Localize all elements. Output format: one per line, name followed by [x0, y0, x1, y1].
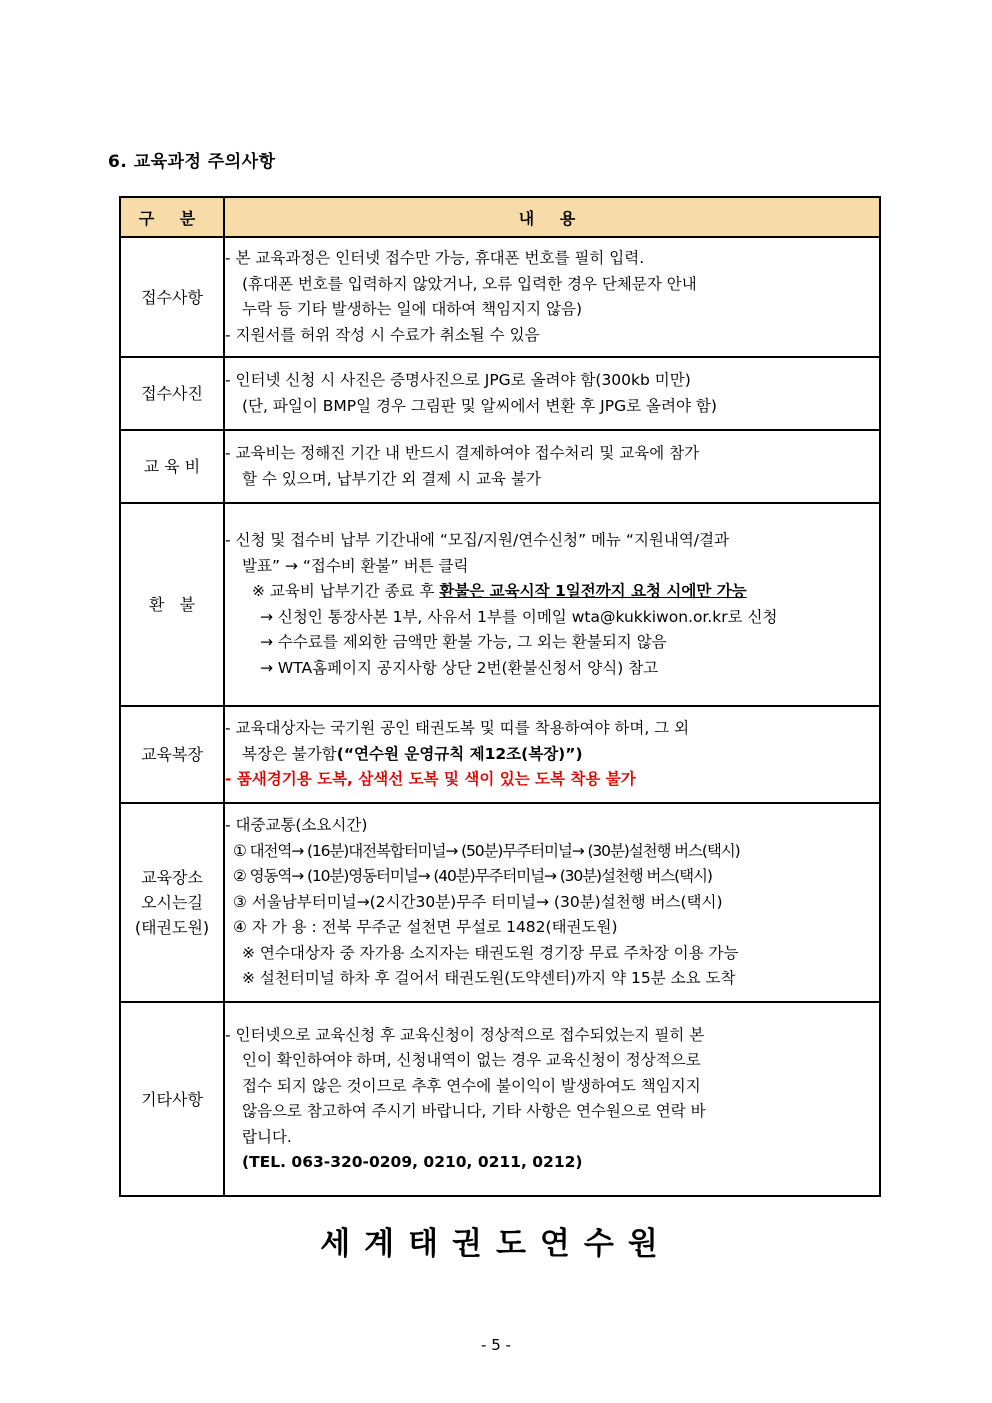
- content-line: - 인터넷으로 교육신청 후 교육신청이 정상적으로 접수되었는지 필히 본: [225, 1025, 705, 1044]
- refund-note-emphasis: 환불은 교육시작 1일전까지 요청 시에만 가능: [439, 582, 747, 600]
- row-content: [224, 503, 880, 706]
- attire-text: 복장은 불가함: [242, 744, 337, 763]
- row-content: [224, 357, 880, 430]
- row-content: [224, 430, 880, 503]
- content-line: ※ 연수대상자 중 자가용 소지자는 태권도원 경기장 무료 주차장 이용 가능: [242, 943, 739, 962]
- row-content: [224, 706, 880, 803]
- page-number: - 5 -: [481, 1336, 511, 1354]
- label-line: 오시는길: [141, 893, 203, 912]
- header-content: 내 용: [224, 197, 880, 237]
- content-line: 랍니다.: [242, 1127, 292, 1146]
- row-content: [224, 1002, 880, 1196]
- table-row: [120, 803, 880, 1002]
- table-row: [120, 237, 880, 357]
- attire-warning: - 품새경기용 도복, 삼색선 도복 및 색이 있는 도복 착용 불가: [225, 770, 636, 789]
- content-line: [225, 742, 879, 768]
- content-line: → 신청인 통장사본 1부, 사유서 1부를 이메일 wta@kukkiwon.or.kr로 신청: [260, 607, 778, 626]
- refund-note-prefix: ※ 교육비 납부기간 종료 후: [252, 582, 440, 600]
- content-line: 않음으로 참고하여 주시기 바랍니다, 기타 사항은 연수원으로 연락 바: [242, 1102, 706, 1120]
- row-label: 환 불: [120, 503, 224, 706]
- route-line: ③ 서울남부터미널→(2시간30분)무주 터미널→ (30분)설천행 버스(택시): [233, 892, 723, 911]
- row-label: 기타사항: [120, 1002, 224, 1196]
- table-row: [120, 357, 880, 430]
- attire-rule-reference: (“연수원 운영규칙 제12조(복장)”): [336, 744, 583, 763]
- content-line: - 인터넷 신청 시 사진은 증명사진으로 JPG로 올려야 함(300kb 미만): [225, 371, 691, 389]
- row-label: 접수사항: [120, 237, 224, 357]
- content-line: → 수수료를 제외한 금액만 환불 가능, 그 외는 환불되지 않음: [260, 633, 667, 651]
- label-line: (태권도원): [134, 918, 210, 937]
- content-line: - 지원서를 허위 작성 시 수료가 취소될 수 있음: [225, 325, 540, 344]
- content-line: → WTA홈페이지 공지사항 상단 2번(환불신청서 양식) 참고: [260, 658, 659, 677]
- content-line: - 신청 및 접수비 납부 기간내에 “모집/지원/연수신청” 메뉴 “지원내역/결과: [225, 531, 730, 549]
- route-line: ② 영동역→ (10분)영동터미널→ (40분)무주터미널→ (30분)설천행 버스(택시): [233, 867, 712, 886]
- notice-table: [119, 196, 881, 1197]
- route-line: ① 대전역→ (16분)대전복합터미널→ (50분)무주터미널→ (30분)설천행 버스(택시): [233, 841, 740, 860]
- content-line: - 대중교통(소요시간): [225, 816, 368, 835]
- section-title: 6. 교육과정 주의사항: [108, 152, 276, 172]
- content-line: 접수 되지 않은 것이므로 추후 연수에 불이익이 발생하여도 책임지지: [242, 1076, 701, 1095]
- contact-phone: (TEL. 063-320-0209, 0210, 0211, 0212): [242, 1153, 583, 1171]
- content-line: 누락 등 기타 발생하는 일에 대하여 책임지지 않음): [242, 300, 582, 318]
- content-line: - 교육비는 정해진 기간 내 반드시 결제하여야 접수처리 및 교육에 참가: [225, 444, 700, 462]
- row-content: [224, 237, 880, 357]
- row-content: [224, 803, 880, 1002]
- table-row: [120, 503, 880, 706]
- content-line: (단, 파일이 BMP일 경우 그림판 및 알씨에서 변환 후 JPG로 올려야 함): [242, 396, 717, 415]
- table-row: [120, 430, 880, 503]
- label-line: 교육장소: [141, 868, 203, 887]
- organization-name: 세계태권도연수원: [320, 1226, 672, 1262]
- content-line: - 교육대상자는 국기원 공인 태권도복 및 띠를 착용하여야 하며, 그 외: [225, 719, 690, 738]
- table-row: [120, 706, 880, 803]
- content-line: ※ 설천터미널 하차 후 걸어서 태권도원(도약센터)까지 약 15분 소요 도착: [242, 969, 736, 988]
- row-label: 접수사진: [120, 357, 224, 430]
- table-header-row: [120, 197, 880, 237]
- row-label: 교 육 비: [120, 430, 224, 503]
- content-line: (휴대폰 번호를 입력하지 않았거나, 오류 입력한 경우 단체문자 안내: [242, 274, 697, 293]
- content-line: - 본 교육과정은 인터넷 접수만 가능, 휴대폰 번호를 필히 입력.: [225, 249, 645, 267]
- refund-note: [225, 579, 879, 605]
- route-line: ④ 자 가 용 : 전북 무주군 설천면 무설로 1482(태권도원): [233, 918, 618, 937]
- row-label: [120, 803, 224, 1002]
- header-category: 구 분: [120, 197, 224, 237]
- row-label: 교육복장: [120, 706, 224, 803]
- content-line: 할 수 있으며, 납부기간 외 결제 시 교육 불가: [242, 469, 541, 488]
- table-row: [120, 1002, 880, 1196]
- content-line: 인이 확인하여야 하며, 신청내역이 없는 경우 교육신청이 정상적으로: [242, 1051, 701, 1069]
- content-line: 발표” → “접수비 환불” 버튼 클릭: [242, 556, 469, 575]
